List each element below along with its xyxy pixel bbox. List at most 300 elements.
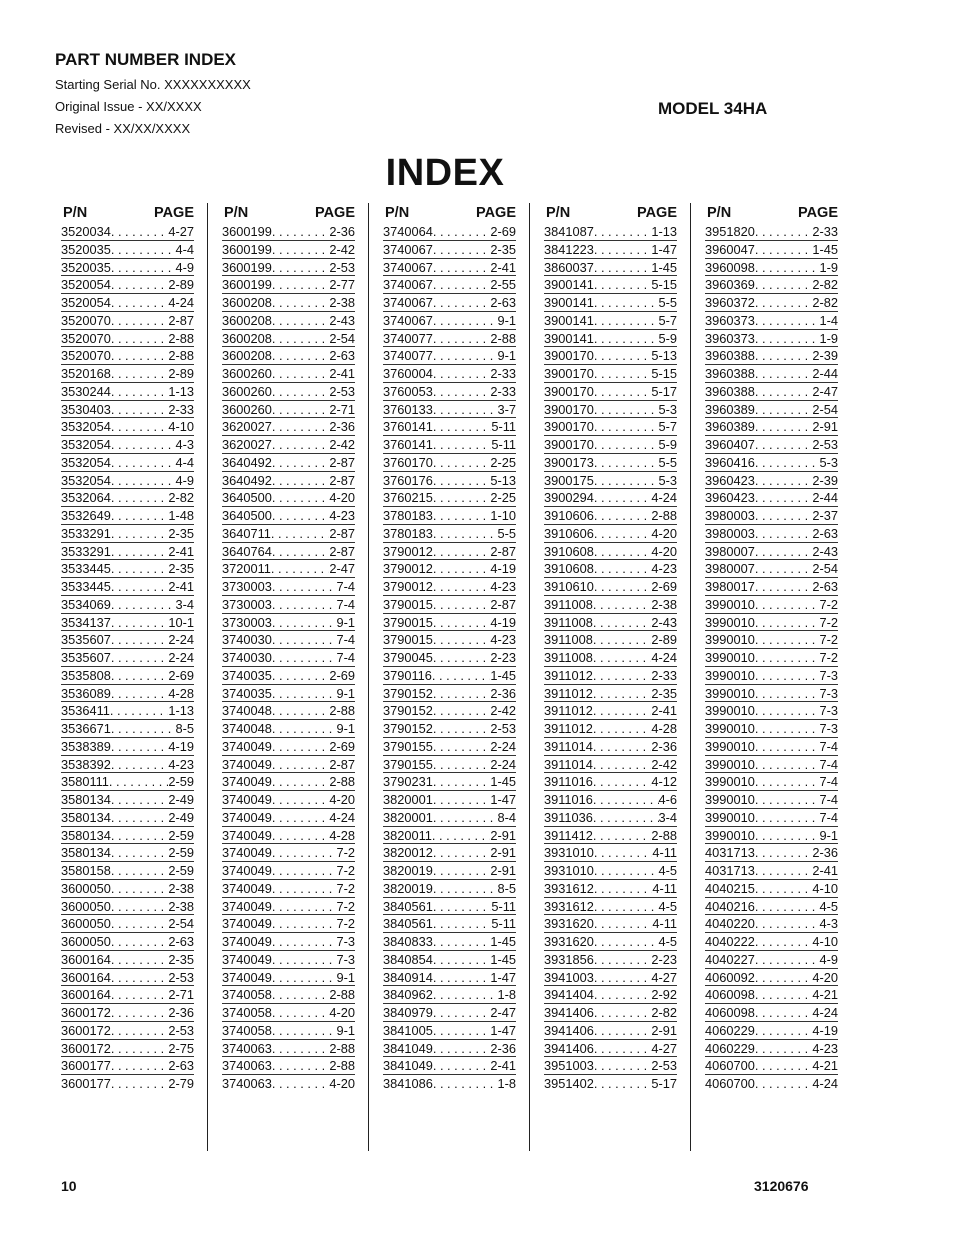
leader-dots — [433, 1057, 491, 1074]
leader-dots — [433, 791, 491, 808]
page-reference: 2-63 — [168, 934, 194, 949]
part-number: 3580134 — [61, 792, 111, 807]
leader-dots — [433, 259, 491, 276]
part-number: 4031713 — [705, 845, 755, 861]
leader-dots — [110, 702, 169, 719]
table-row — [544, 1075, 677, 1093]
part-number: 3520035 — [61, 241, 111, 257]
column-divider — [368, 203, 369, 1151]
page-reference: 2-36 — [490, 1040, 516, 1056]
part-number: 3532054 — [61, 419, 111, 435]
leader-dots — [111, 276, 169, 293]
leader-dots — [755, 756, 820, 773]
page-reference: 4-24 — [329, 809, 355, 825]
table-row — [383, 330, 516, 348]
leader-dots — [755, 898, 820, 915]
leader-dots — [111, 1004, 169, 1021]
leader-dots — [594, 418, 659, 435]
page-reference: 7-4 — [336, 596, 355, 612]
part-number: 3520035 — [61, 259, 111, 275]
page-reference: 2-88 — [329, 1040, 355, 1056]
table-row — [383, 454, 516, 472]
part-number: 3740063 — [222, 1076, 272, 1091]
leader-dots — [593, 596, 652, 613]
page-reference: 2-88 — [168, 330, 194, 346]
leader-dots — [272, 951, 337, 968]
page-reference: 4-27 — [651, 1040, 677, 1056]
table-row — [544, 489, 677, 507]
page-reference: 5-15 — [651, 277, 677, 293]
page-reference: 5-15 — [651, 366, 677, 381]
page-reference: 2-69 — [329, 667, 355, 683]
leader-dots — [272, 773, 330, 790]
table-row — [544, 259, 677, 277]
leader-dots — [111, 880, 169, 897]
table-row — [383, 312, 516, 330]
table-row — [222, 312, 355, 330]
leader-dots — [593, 685, 652, 702]
page-reference: 2-42 — [329, 437, 355, 452]
page-reference: 1-45 — [490, 667, 516, 683]
part-number: 3900170 — [544, 383, 594, 399]
page-reference: 2-42 — [651, 756, 677, 772]
table-row — [544, 454, 677, 472]
page-reference: 4-11 — [652, 845, 677, 861]
table-row — [705, 756, 838, 774]
part-number: 3990010 — [705, 685, 755, 701]
page-reference: 9-1 — [336, 614, 355, 630]
table-row — [705, 507, 838, 525]
part-number: 3941404 — [544, 987, 594, 1003]
table-row — [383, 738, 516, 756]
table-row — [705, 898, 838, 916]
part-number: 3740030 — [222, 632, 272, 648]
part-number: 3900141 — [544, 312, 594, 328]
leader-dots — [433, 614, 491, 631]
page-reference: 5-7 — [658, 419, 677, 435]
leader-dots — [433, 720, 491, 737]
pn-header: P/N — [63, 205, 88, 221]
leader-dots — [433, 685, 491, 702]
table-row — [544, 862, 677, 880]
part-number: 3760004 — [383, 366, 433, 381]
part-number: 3740077 — [383, 348, 433, 364]
part-number: 3960389 — [705, 419, 755, 435]
part-number: 3532054 — [61, 472, 111, 488]
page-reference: 2-87 — [329, 525, 355, 541]
page-reference: 7-4 — [819, 738, 838, 754]
table-row — [705, 259, 838, 277]
part-number: 3960389 — [705, 401, 755, 417]
page-reference: 5-5 — [658, 454, 677, 470]
leader-dots — [272, 614, 337, 631]
part-number: 3911008 — [544, 632, 593, 648]
table-row — [61, 507, 194, 525]
page-reference: 2-38 — [329, 295, 355, 310]
table-row — [222, 951, 355, 969]
page-reference: 2-89 — [168, 277, 194, 293]
part-number: 3960407 — [705, 437, 755, 452]
leader-dots — [433, 702, 491, 719]
leader-dots — [272, 986, 330, 1003]
leader-dots — [755, 1040, 813, 1057]
table-row — [222, 454, 355, 472]
leader-dots — [272, 454, 330, 471]
original-issue-line: Original Issue - XX/XXXX — [55, 99, 202, 114]
leader-dots — [271, 560, 330, 577]
leader-dots — [755, 969, 813, 986]
table-row — [222, 631, 355, 649]
leader-dots — [755, 294, 813, 311]
table-row — [705, 454, 838, 472]
table-row — [61, 276, 194, 294]
leader-dots — [433, 312, 498, 329]
page-reference: 1-8 — [497, 987, 516, 1003]
leader-dots — [272, 1057, 330, 1074]
table-row — [383, 489, 516, 507]
table-row — [61, 1022, 194, 1040]
table-row — [222, 809, 355, 827]
leader-dots — [111, 1022, 169, 1039]
page-reference: 5-9 — [658, 330, 677, 346]
part-number: 3740049 — [222, 969, 272, 985]
table-row — [383, 702, 516, 720]
part-number: 3990010 — [705, 827, 755, 843]
leader-dots — [111, 685, 169, 702]
leader-dots — [272, 756, 330, 773]
leader-dots — [594, 312, 659, 329]
page-reference: 7-4 — [819, 792, 838, 807]
page-reference: 2-35 — [651, 685, 677, 701]
leader-dots — [433, 454, 491, 471]
table-row — [222, 667, 355, 685]
part-number: 3960098 — [705, 259, 755, 275]
page-reference: 9-1 — [336, 969, 355, 985]
page-reference: 4-9 — [819, 951, 838, 967]
leader-dots — [594, 223, 652, 240]
page-reference: 4-19 — [490, 614, 516, 630]
leader-dots — [272, 436, 330, 453]
part-number: 3990010 — [705, 614, 755, 630]
leader-dots — [433, 436, 492, 453]
part-number: 3900141 — [544, 330, 594, 346]
leader-dots — [111, 915, 169, 932]
part-number: 3740064 — [383, 224, 433, 239]
leader-dots — [433, 383, 491, 400]
table-row — [222, 489, 355, 507]
part-number: 3980017 — [705, 579, 755, 594]
leader-dots — [755, 614, 820, 631]
leader-dots — [432, 667, 491, 684]
page-reference: 2-38 — [651, 596, 677, 612]
page-reference: 2-35 — [168, 525, 194, 541]
page-reference: 2-88 — [651, 508, 677, 523]
page-reference: 2-39 — [812, 348, 838, 364]
table-row — [383, 543, 516, 561]
leader-dots — [594, 915, 653, 932]
index-heading: INDEX — [385, 152, 505, 194]
table-row — [705, 880, 838, 898]
leader-dots — [755, 383, 813, 400]
page-reference: 2-38 — [168, 898, 194, 914]
table-row — [61, 756, 194, 774]
page-reference: 4-27 — [651, 969, 677, 985]
page-reference: 4-24 — [812, 1005, 838, 1020]
page-reference: 4-5 — [658, 898, 677, 914]
page-reference: 2-88 — [490, 330, 516, 346]
table-row — [705, 951, 838, 969]
table-row — [705, 383, 838, 401]
table-row — [222, 685, 355, 703]
page-reference: 2-59 — [168, 774, 194, 790]
table-row — [222, 1057, 355, 1075]
page-reference: 4-21 — [812, 987, 838, 1003]
part-number: 3740049 — [222, 845, 272, 861]
leader-dots — [433, 773, 491, 790]
part-number: 3600208 — [222, 330, 272, 346]
leader-dots — [593, 791, 659, 808]
table-row — [705, 543, 838, 561]
page-reference: 2-91 — [812, 419, 838, 435]
part-number: 4031713 — [705, 863, 755, 878]
page-reference: 2-77 — [329, 277, 355, 293]
page-reference: 2-69 — [329, 738, 355, 754]
leader-dots — [433, 862, 491, 879]
part-number: 3790116 — [383, 667, 432, 683]
part-number: 3990010 — [705, 721, 755, 736]
part-number: 3520034 — [61, 224, 111, 239]
part-number: 3740030 — [222, 650, 272, 665]
page-reference: 5-17 — [651, 1076, 677, 1091]
part-number: 3900170 — [544, 419, 594, 435]
table-row — [705, 241, 838, 259]
part-number: 3911016 — [544, 774, 593, 790]
table-row — [544, 525, 677, 543]
page-reference: 4-11 — [652, 916, 677, 932]
page-reference: 7-3 — [336, 934, 355, 949]
table-row — [222, 578, 355, 596]
page-reference: 7-2 — [336, 916, 355, 932]
page-reference: 7-4 — [336, 579, 355, 594]
table-row — [544, 1057, 677, 1075]
table-row — [383, 933, 516, 951]
page-reference: 2-63 — [168, 1058, 194, 1074]
page-reference: 2-53 — [490, 721, 516, 736]
page-reference: 2-63 — [490, 295, 516, 310]
part-number: 3640492 — [222, 472, 272, 488]
page-reference: 2-35 — [168, 951, 194, 967]
column-divider — [207, 203, 208, 1151]
leader-dots — [755, 1057, 813, 1074]
leader-dots — [272, 543, 330, 560]
part-number: 3600177 — [61, 1076, 111, 1091]
table-row — [705, 1040, 838, 1058]
table-row — [383, 1075, 516, 1093]
page-reference: 2-25 — [490, 454, 516, 470]
table-row — [705, 578, 838, 596]
page-reference: 5-7 — [658, 312, 677, 328]
page-reference: 2-33 — [168, 401, 194, 417]
page-reference: 5-13 — [651, 348, 677, 364]
leader-dots — [111, 401, 169, 418]
part-number: 3941406 — [544, 1022, 594, 1038]
part-number: 4040220 — [705, 916, 755, 932]
part-number: 3640500 — [222, 508, 272, 523]
part-number: 3990010 — [705, 809, 755, 825]
page-reference: 2-63 — [329, 348, 355, 364]
page-reference: 4-20 — [651, 525, 677, 541]
leader-dots — [272, 596, 337, 613]
part-number: 3860037 — [544, 259, 594, 275]
part-number: 3900173 — [544, 454, 594, 470]
page-reference: 1-45 — [651, 259, 677, 275]
page-reference: 2-88 — [329, 774, 355, 790]
part-number: 3840979 — [383, 1005, 433, 1020]
page-reference: 4-28 — [168, 685, 194, 701]
leader-dots — [111, 454, 176, 471]
page-header: PAGE — [797, 205, 838, 221]
page-reference: 7-2 — [819, 614, 838, 630]
page-reference: 9-1 — [336, 721, 355, 736]
page-reference: 2-41 — [168, 579, 194, 594]
leader-dots — [272, 720, 337, 737]
table-row — [705, 720, 838, 738]
leader-dots — [433, 347, 498, 364]
leader-dots — [755, 330, 820, 347]
table-row — [544, 880, 677, 898]
leader-dots — [594, 507, 652, 524]
page-reference: 2-53 — [812, 437, 838, 452]
table-row — [222, 773, 355, 791]
table-row — [222, 915, 355, 933]
page-reference: 4-23 — [168, 756, 194, 772]
page-reference: 1-8 — [497, 1076, 516, 1091]
part-number: 3910608 — [544, 543, 594, 559]
table-row — [383, 436, 516, 454]
table-row — [222, 259, 355, 277]
page-reference: 2-35 — [490, 241, 516, 257]
page-reference: 2-87 — [329, 454, 355, 470]
part-number: 3980007 — [705, 561, 755, 577]
part-number: 3760141 — [383, 437, 433, 452]
part-number: 3841005 — [383, 1022, 433, 1038]
table-row — [544, 738, 677, 756]
table-row — [222, 649, 355, 667]
page-reference: 7-2 — [336, 863, 355, 878]
table-row — [383, 401, 516, 419]
leader-dots — [272, 685, 337, 702]
leader-dots — [593, 827, 652, 844]
page-reference: 5-3 — [819, 454, 838, 470]
leader-dots — [755, 951, 820, 968]
table-row — [61, 454, 194, 472]
part-number: 3911016 — [544, 792, 593, 807]
table-row — [544, 578, 677, 596]
table-row — [705, 1075, 838, 1093]
leader-dots — [594, 489, 652, 506]
part-number: 3600260 — [222, 401, 272, 417]
page-reference: 2-69 — [490, 224, 516, 239]
leader-dots — [594, 1057, 652, 1074]
part-number: 3535607 — [61, 632, 111, 648]
leader-dots — [755, 1075, 813, 1093]
table-row — [222, 969, 355, 987]
table-row — [705, 791, 838, 809]
part-number: 4060700 — [705, 1058, 755, 1074]
table-row — [61, 436, 194, 454]
page-reference: 2-88 — [329, 1058, 355, 1074]
part-number: 3533291 — [61, 543, 111, 559]
part-number: 3910608 — [544, 561, 594, 577]
part-number: 3951003 — [544, 1058, 594, 1074]
part-number: 3911014 — [544, 756, 593, 772]
page-reference: 5-5 — [658, 295, 677, 310]
page-reference: 4-28 — [651, 721, 677, 736]
leader-dots — [111, 259, 176, 276]
part-number: 3580111 — [61, 774, 109, 790]
leader-dots — [111, 738, 169, 755]
table-row — [705, 827, 838, 845]
page-reference: 2-91 — [490, 827, 516, 843]
leader-dots — [433, 915, 492, 932]
table-row — [383, 756, 516, 774]
page-reference: 4-19 — [490, 561, 516, 577]
table-row — [705, 472, 838, 490]
table-row — [61, 223, 194, 241]
part-number: 3931010 — [544, 863, 594, 878]
leader-dots — [593, 809, 659, 826]
leader-dots — [755, 507, 813, 524]
part-number: 3931856 — [544, 951, 594, 967]
part-number: 3911012 — [544, 667, 593, 683]
table-row — [61, 1040, 194, 1058]
leader-dots — [755, 915, 820, 932]
page-reference: 7-4 — [336, 650, 355, 665]
part-number: 3538389 — [61, 738, 111, 754]
table-row — [383, 880, 516, 898]
table-row — [544, 507, 677, 525]
table-row — [222, 560, 355, 578]
leader-dots — [594, 898, 659, 915]
table-row — [544, 791, 677, 809]
part-number: 3951820 — [705, 224, 755, 239]
page-reference: 2-82 — [168, 490, 194, 506]
leader-dots — [111, 365, 169, 382]
table-row — [383, 578, 516, 596]
table-row — [544, 276, 677, 294]
leader-dots — [594, 347, 652, 364]
table-row — [383, 1040, 516, 1058]
page-reference: 2-36 — [329, 224, 355, 239]
part-number: 3532064 — [61, 490, 111, 506]
table-row — [705, 631, 838, 649]
part-number: 3740063 — [222, 1058, 272, 1074]
leader-dots — [755, 791, 820, 808]
leader-dots — [272, 365, 330, 382]
leader-dots — [755, 223, 813, 240]
table-row — [544, 969, 677, 987]
leader-dots — [433, 472, 491, 489]
table-row — [705, 1057, 838, 1075]
part-number: 3911012 — [544, 703, 593, 719]
leader-dots — [594, 259, 652, 276]
leader-dots — [594, 543, 652, 560]
table-row — [544, 986, 677, 1004]
table-row — [544, 401, 677, 419]
leader-dots — [432, 827, 491, 844]
leader-dots — [272, 827, 330, 844]
page-reference: 7-3 — [819, 703, 838, 719]
